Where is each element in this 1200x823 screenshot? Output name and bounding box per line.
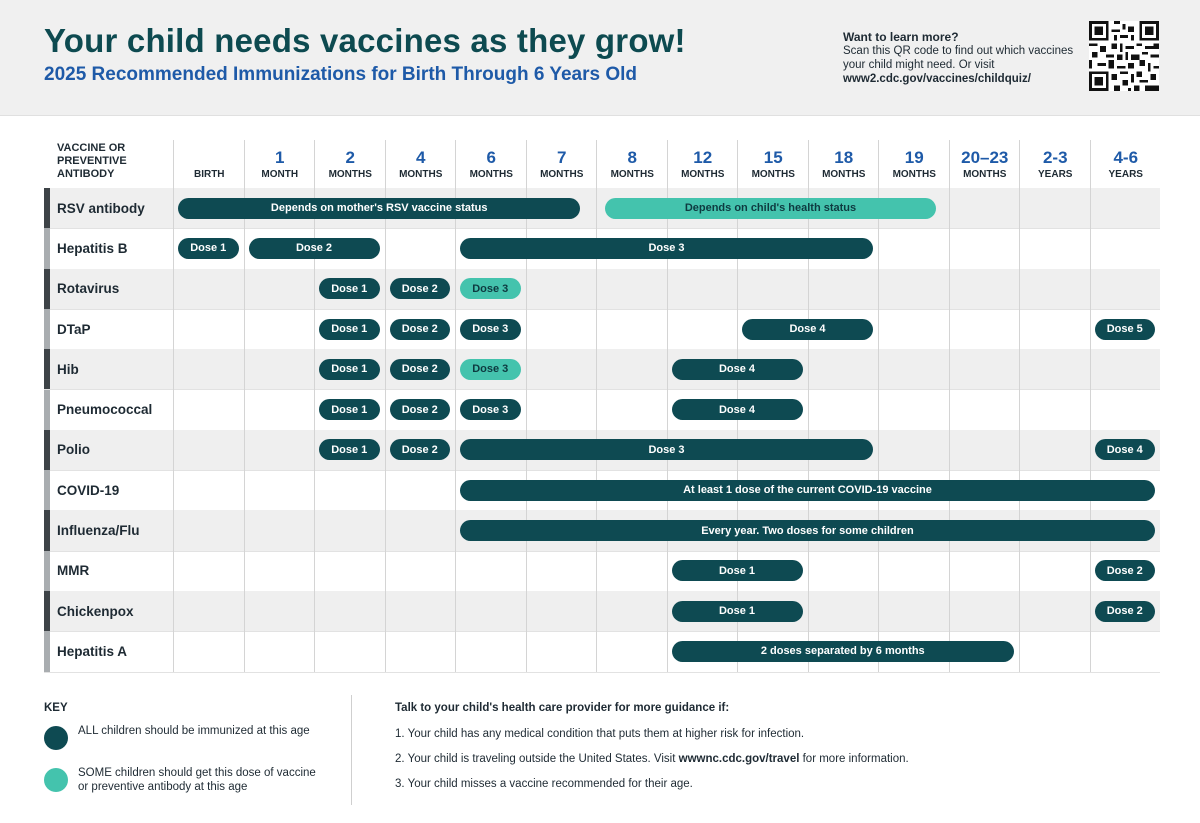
column-gridline — [737, 188, 738, 672]
header-banner — [0, 0, 1200, 116]
table-row — [44, 430, 1160, 471]
row-marker — [44, 631, 50, 671]
dose-bar: Depends on child's health status — [605, 198, 937, 219]
guidance-item-3: 3. Your child misses a vaccine recommended for their age. — [395, 778, 693, 790]
column-age-unit: MONTHS — [751, 169, 795, 180]
column-age-number: 12 — [693, 148, 713, 167]
column-header — [526, 140, 598, 188]
table-row — [44, 470, 1160, 511]
dose-bar: Dose 2 — [390, 319, 451, 340]
learn-more-link[interactable]: www2.cdc.gov/vaccines/childquiz/ — [843, 73, 1031, 85]
dose-bar: Dose 1 — [319, 319, 380, 340]
vaccine-name: Rotavirus — [57, 281, 120, 297]
table-row — [44, 188, 1160, 229]
key-all-text: ALL children should be immunized at this age — [78, 725, 310, 737]
column-header — [314, 140, 386, 188]
dose-bar: Dose 4 — [1095, 439, 1156, 460]
column-age-number: 4-6 — [1113, 148, 1139, 167]
dose-bar: Dose 2 — [1095, 560, 1156, 581]
dose-bar: Dose 4 — [672, 359, 803, 380]
dose-bar: Dose 4 — [742, 319, 873, 340]
column-header — [949, 140, 1021, 188]
column-header — [878, 140, 950, 188]
vaccine-name: MMR — [57, 563, 90, 579]
column-age-number: 1 — [275, 148, 285, 167]
vaccine-name: Pneumococcal — [57, 402, 153, 418]
guidance-block — [395, 702, 1155, 803]
column-gridline — [949, 188, 950, 672]
column-age-unit: MONTHS — [328, 169, 372, 180]
page-title: Your child needs vaccines as they grow! — [44, 22, 686, 59]
dose-bar: Dose 3 — [460, 278, 521, 299]
vaccine-column-header: VACCINE OR PREVENTIVE ANTIBODY — [57, 142, 127, 180]
column-gridline — [526, 188, 527, 672]
guidance-heading: Talk to your child's health care provider for more guidance if: — [395, 702, 730, 714]
vaccine-name: COVID-19 — [57, 482, 120, 498]
dose-bar: Dose 2 — [249, 238, 380, 259]
column-gridline — [455, 188, 456, 672]
dose-bar: Dose 4 — [672, 399, 803, 420]
table-row — [44, 510, 1160, 551]
travel-link[interactable]: wwwnc.cdc.gov/travel — [678, 753, 800, 765]
column-gridline — [667, 188, 668, 672]
vaccine-name: Influenza/Flu — [57, 523, 140, 539]
vaccine-name: Hib — [57, 361, 79, 377]
table-row — [44, 551, 1160, 592]
column-gridline — [1090, 188, 1091, 672]
column-age-unit: MONTHS — [681, 169, 725, 180]
column-age-number: 7 — [557, 148, 567, 167]
vaccine-name: Chickenpox — [57, 603, 134, 619]
column-age-unit: MONTHS — [822, 169, 866, 180]
column-age-unit: YEARS — [1038, 169, 1073, 180]
row-marker — [44, 188, 50, 228]
row-marker — [44, 510, 50, 550]
guidance-item-1: 1. Your child has any medical condition that puts them at higher risk for infection. — [395, 728, 805, 740]
column-header — [596, 140, 668, 188]
dose-bar: Dose 1 — [672, 560, 803, 581]
column-age-unit: MONTH — [261, 169, 299, 180]
dose-bar: 2 doses separated by 6 months — [672, 641, 1015, 662]
dose-bar: Dose 2 — [390, 439, 451, 460]
table-row — [44, 591, 1160, 632]
table-header-row — [44, 140, 1160, 188]
column-age-unit: MONTHS — [610, 169, 654, 180]
learn-more-block — [843, 30, 1083, 86]
column-age-unit: YEARS — [1108, 169, 1143, 180]
vaccine-name: Hepatitis B — [57, 240, 128, 256]
column-gridline — [314, 188, 315, 672]
dose-bar: Dose 1 — [178, 238, 239, 259]
dose-bar: Every year. Two doses for some children — [460, 520, 1155, 541]
column-gridline — [385, 188, 386, 672]
column-age-unit: MONTHS — [963, 169, 1007, 180]
dose-bar: Dose 1 — [319, 278, 380, 299]
dose-bar: Dose 3 — [460, 399, 521, 420]
column-gridline — [596, 188, 597, 672]
dose-bar: Dose 3 — [460, 319, 521, 340]
column-header — [667, 140, 739, 188]
dose-bar: Dose 3 — [460, 359, 521, 380]
column-age-number: 4 — [416, 148, 426, 167]
table-row — [44, 228, 1160, 269]
table-row — [44, 269, 1160, 310]
column-age-number: 2-3 — [1042, 148, 1068, 167]
column-header — [385, 140, 457, 188]
dose-bar: Dose 5 — [1095, 319, 1156, 340]
learn-more-heading: Want to learn more? — [843, 30, 959, 44]
vaccine-name: Polio — [57, 442, 90, 458]
row-marker — [44, 309, 50, 349]
guidance-item-2-suffix: for more information. — [799, 753, 909, 765]
key-all-dot — [44, 726, 68, 750]
key-item-some — [44, 766, 334, 796]
dose-bar: Dose 2 — [390, 359, 451, 380]
dose-bar: Dose 3 — [460, 238, 873, 259]
column-header — [737, 140, 809, 188]
dose-bar: Dose 1 — [319, 399, 380, 420]
column-header — [244, 140, 316, 188]
column-age-number: 6 — [486, 148, 496, 167]
column-gridline — [878, 188, 879, 672]
column-gridline — [173, 188, 174, 672]
table-row — [44, 309, 1160, 350]
key-title: KEY — [44, 702, 68, 714]
row-marker — [44, 390, 50, 430]
column-gridline — [1019, 188, 1020, 672]
dose-bar: Dose 2 — [390, 399, 451, 420]
column-header — [808, 140, 880, 188]
column-header — [1019, 140, 1091, 188]
row-marker — [44, 269, 50, 309]
row-marker — [44, 349, 50, 389]
dose-bar: Dose 2 — [390, 278, 451, 299]
dose-bar: Dose 3 — [460, 439, 873, 460]
column-age-number: 19 — [904, 148, 924, 167]
dose-bar: Dose 1 — [319, 439, 380, 460]
footer-divider — [351, 695, 352, 805]
column-gridline — [244, 188, 245, 672]
dose-bar: Dose 2 — [1095, 601, 1156, 622]
column-age-unit: MONTHS — [469, 169, 513, 180]
key-item-all — [44, 724, 334, 754]
column-header — [455, 140, 527, 188]
column-age-number: 2 — [345, 148, 355, 167]
column-age-number: 18 — [834, 148, 854, 167]
vaccine-name: RSV antibody — [57, 200, 145, 216]
column-age-number — [174, 148, 245, 168]
column-age-unit: MONTHS — [892, 169, 936, 180]
row-marker — [44, 470, 50, 510]
row-marker — [44, 551, 50, 591]
row-marker — [44, 430, 50, 470]
row-marker — [44, 228, 50, 268]
learn-more-text: Scan this QR code to find out which vaccines your child might need. Or visit — [843, 45, 1074, 71]
table-row — [44, 349, 1160, 390]
dose-bar: Depends on mother's RSV vaccine status — [178, 198, 580, 219]
column-age-number: 20–23 — [961, 148, 1009, 167]
column-age-unit: MONTHS — [399, 169, 443, 180]
vaccine-name: Hepatitis A — [57, 643, 128, 659]
table-row — [44, 390, 1160, 431]
row-marker — [44, 591, 50, 631]
column-age-number: 15 — [763, 148, 783, 167]
dose-bar: At least 1 dose of the current COVID-19 vaccine — [460, 480, 1155, 501]
column-age-unit: MONTHS — [540, 169, 584, 180]
guidance-item-2-text: 2. Your child is traveling outside the United States. Visit — [395, 753, 679, 765]
key-some-text: SOME children should get this dose of vaccine or preventive antibody at this age — [78, 767, 316, 793]
column-header — [1090, 140, 1162, 188]
dose-bar: Dose 1 — [672, 601, 803, 622]
column-header — [173, 140, 245, 188]
guidance-item-2 — [395, 753, 1155, 765]
key-some-dot — [44, 768, 68, 792]
column-gridline — [808, 188, 809, 672]
column-age-unit: BIRTH — [193, 169, 225, 180]
dose-bar: Dose 1 — [319, 359, 380, 380]
vaccine-name: DTaP — [57, 321, 91, 337]
page-subtitle: 2025 Recommended Immunizations for Birth Through 6 Years Old — [44, 64, 637, 85]
qr-code-icon[interactable] — [1089, 21, 1159, 91]
table-row — [44, 631, 1160, 672]
column-age-number: 8 — [627, 148, 637, 167]
